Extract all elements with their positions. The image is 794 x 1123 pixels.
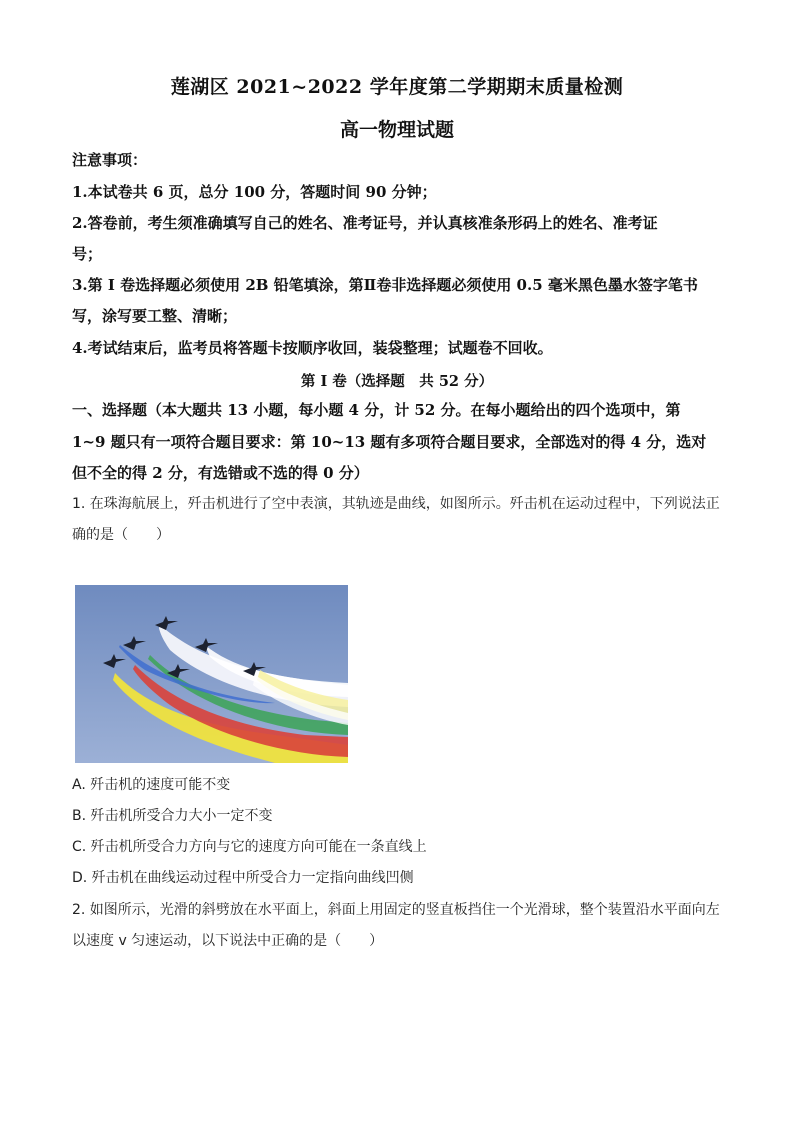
exam-subtitle: 高一物理试题 [339,119,454,141]
note-item-3-line-2: 写，涂写要工整、清晰； [72,307,238,325]
note-item-2-line-1: 2.答卷前，考生须准确填写自己的姓名、准考证号，并认真核准条形码上的姓名、准考证 [72,214,658,232]
question-1-stem-line-1: 1. 在珠海航展上，歼击机进行了空中表演，其轨迹是曲线，如图所示。歼击机在运动过程中，下列说法正 [72,496,720,512]
option-a: A. 歼击机的速度可能不变 [72,777,231,793]
note-item-1: 1.本试卷共 6 页，总分 100 分，答题时间 90 分钟； [72,183,437,201]
airshow-photo [75,585,348,763]
question-2-stem-line-1: 2. 如图所示，光滑的斜劈放在水平面上，斜面上用固定的竖直板挡住一个光滑球，整个装置沿水平面向左 [72,902,720,918]
option-d: D. 歼击机在曲线运动过程中所受合力一定指向曲线凹侧 [72,870,414,886]
note-item-4: 4.考试结束后，监考员将答题卡按顺序收回，装袋整理；试题卷不回收。 [72,339,553,357]
question-2-stem-line-2: 以速度 v 匀速运动，以下说法中正确的是（ ） [72,933,384,949]
exam-title: 莲湖区 2021~2022 学年度第二学期期末质量检测 [170,76,624,98]
part-instructions-line-2: 1~9 题只有一项符合题目要求：第 10~13 题有多项符合题目要求，全部选对的得 4 分，选对 [72,433,707,451]
note-item-3-line-1: 3.第 I 卷选择题必须使用 2B 铅笔填涂，第Ⅱ卷非选择题必须使用 0.5 毫米黑色墨水签字笔书 [72,276,698,294]
part-instructions-line-3: 但不全的得 2 分，有选错或不选的得 0 分） [72,464,369,482]
option-b: B. 歼击机所受合力大小一定不变 [72,808,273,824]
option-c: C. 歼击机所受合力方向与它的速度方向可能在一条直线上 [72,839,427,855]
part-instructions-line-1: 一、选择题（本大题共 13 小题，每小题 4 分，计 52 分。在每小题给出的四个选项中，第 [72,401,681,419]
notes-heading: 注意事项： [72,151,148,169]
section-title: 第 I 卷（选择题 共 52 分） [300,373,494,390]
note-item-2-line-2: 号； [72,245,103,263]
question-1-stem-line-2: 确的是（ ） [72,527,170,543]
